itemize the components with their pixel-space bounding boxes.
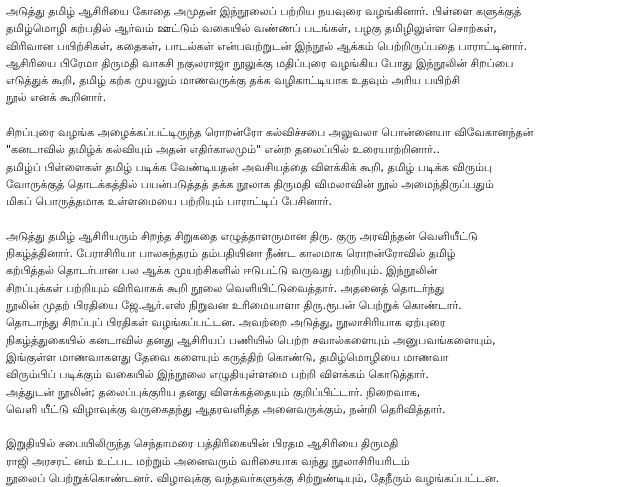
text-line: நிகழ்த்தினார். பேராசிரியா பாலசுந்தரம் தம்பதியினா நீண்ட காலமாக ரொறன்ரோவில் தமிழ் [6,247,456,261]
text-line: அடுத்து தமிழ் ஆசிரியை கோதை அமுதன் இந்நூலைப் பற்றிய நயவுரை வழங்கினார். பிள்ளை களுக்குத் [6,5,522,18]
text-line: ஆசிரியை பிரேமா திருமதி வாகசி நகுலராஜா நூலுக்கு மதிப்புரை வழங்கிய போது இந்நூலின் சிறப்பை [6,56,514,70]
text-line: தமிழ்ப் பிள்ளைகள் தமிழ் படிக்க வேண்டியதன் அவசியத்தை விளக்கிக் கூறி, தமிழ் படிக்க விரும்பு [6,160,493,174]
text-line: "கனடாவில் தமிழ்க் கல்வியும் அதன் எதிர்காலமும்" என்ற தலைப்பில் உரையாற்றினார்.. [6,143,440,157]
text-line: கற்பித்தல் தொடர்பான பல ஆக்க முயற்சிகளில் ஈடுபட்டு வருவது பற்றியும். இந்நூலின் [6,264,438,278]
text-line: எடுத்துக் கூறி, தமிழ் கற்க முயலும் மாணவருக்கு தக்க வழிகாட்டியாக உதவும் அரிய பயிற்சி [6,74,461,88]
paragraph-closing [6,435,634,487]
paragraph-keynote [6,124,634,210]
paragraph-review [6,3,634,107]
paragraph-gap [6,418,634,435]
text-line: நூல் எனக் கூறினார். [6,91,107,105]
paragraph-launch [6,228,634,418]
document-body [6,3,634,487]
text-line: அத்துடன் நூலின்; தலைப்புக்குரிய தனது விளக்கத்தையும் குறிப்பிட்டார். நிறைவாக, [6,385,421,399]
text-line: இறுதியில் சபையிலிருந்த செந்தாமரை பத்திரிகையின் பிரதம ஆசிரியை திருமதி [6,437,399,451]
text-line: நூலைப் பெற்றுக்கொண்டனர். விழாவுக்கு வந்தவர்களுக்கு சிற்றுண்டியும், தேநீரும் வழங்கப்பட்டன. [6,472,500,486]
text-line: சிறப்புக்கள் பற்றியும் விரிவாகக் கூறி நூலை வெளியிட்டுவைத்தார். அதனைத் தொடர்ந்து [6,281,445,295]
text-line: தமிழ்மொழி கற்பதில் ஆர்வம் ஊட்டும் வகையில் வண்ணப் படங்கள், பழகு தமிழிலுள்ள சொற்கள், [6,22,497,36]
text-line: ராஜி அரசரட் னம் உட்பட மற்றும் அனைவரும் வரிசையாக வந்து நூலாசிரியரிடம் [6,454,410,468]
paragraph-gap [6,107,634,124]
text-line: இங்குள்ள மாணவாகளது தேவை களையும் கருத்திற் கொண்டு, தமிழ்மொழியை மாணவா [6,350,449,364]
text-line: வெளி யீட்டு விழாவுக்கு வருகைதந்து ஆதரவளித்த அனைவருக்கும், நன்றி தெரிவித்தார். [6,402,446,416]
text-line: தொடாந்து சிறப்புப் பிரதிகள் வழங்கப்பட்டன. அவற்றை அடுத்து, நூலாசிரியாக ஏற்புரை [6,316,446,330]
text-line: விரிவான பயிற்சிகள், கதைகள், பாடல்கள் என்பவற்றுடன் இந்நூல் ஆக்கம் பெற்றிருப்பதை பாராட்டினார். [6,39,527,53]
text-line: விரும்பிப் படிக்கும் வகையில் இந்நூலை எழுதியுள்ளமை பற்றி விளக்கம் கொடுத்தார். [6,368,429,382]
paragraph-gap [6,211,634,228]
text-line: அடுத்து தமிழ் ஆசிரியரும் சிறந்த சிறுகதை எழுத்தாளருமான திரு. குரு அரவிந்தன் வெளியீட்டு [6,229,478,243]
text-line: நிகழ்த்துகையில் கனடாவில் தனது ஆசிரியப் பணியில் பெற்ற சவால்களையும் அனுபவங்களையும், [6,333,496,347]
text-line: வோருக்குத் தொடக்கத்தில் பயன்படுத்தத் தக்க நூலாக திருமதி விமலாவின் நூல் அமைந்திருப்பதும் [6,177,494,191]
text-line: மிகப் பொருத்தமாக உள்ளமையை பற்றியும் பாராட்டிப் பேசினார். [6,195,332,209]
text-line: சிறப்புரை வழங்க அழைக்கப்பட்டிருந்த ரொறன்ரோ கல்விச்சபை அலுவலா பொன்னையா விவேகானந்தன் [6,126,534,140]
text-line: நூலின் முதற் பிரதியை ஜே.ஆர்.எஸ் நிறுவன உரிமையாளா திரு.ரூபன் பெற்றுக் கொண்டார். [6,299,462,313]
